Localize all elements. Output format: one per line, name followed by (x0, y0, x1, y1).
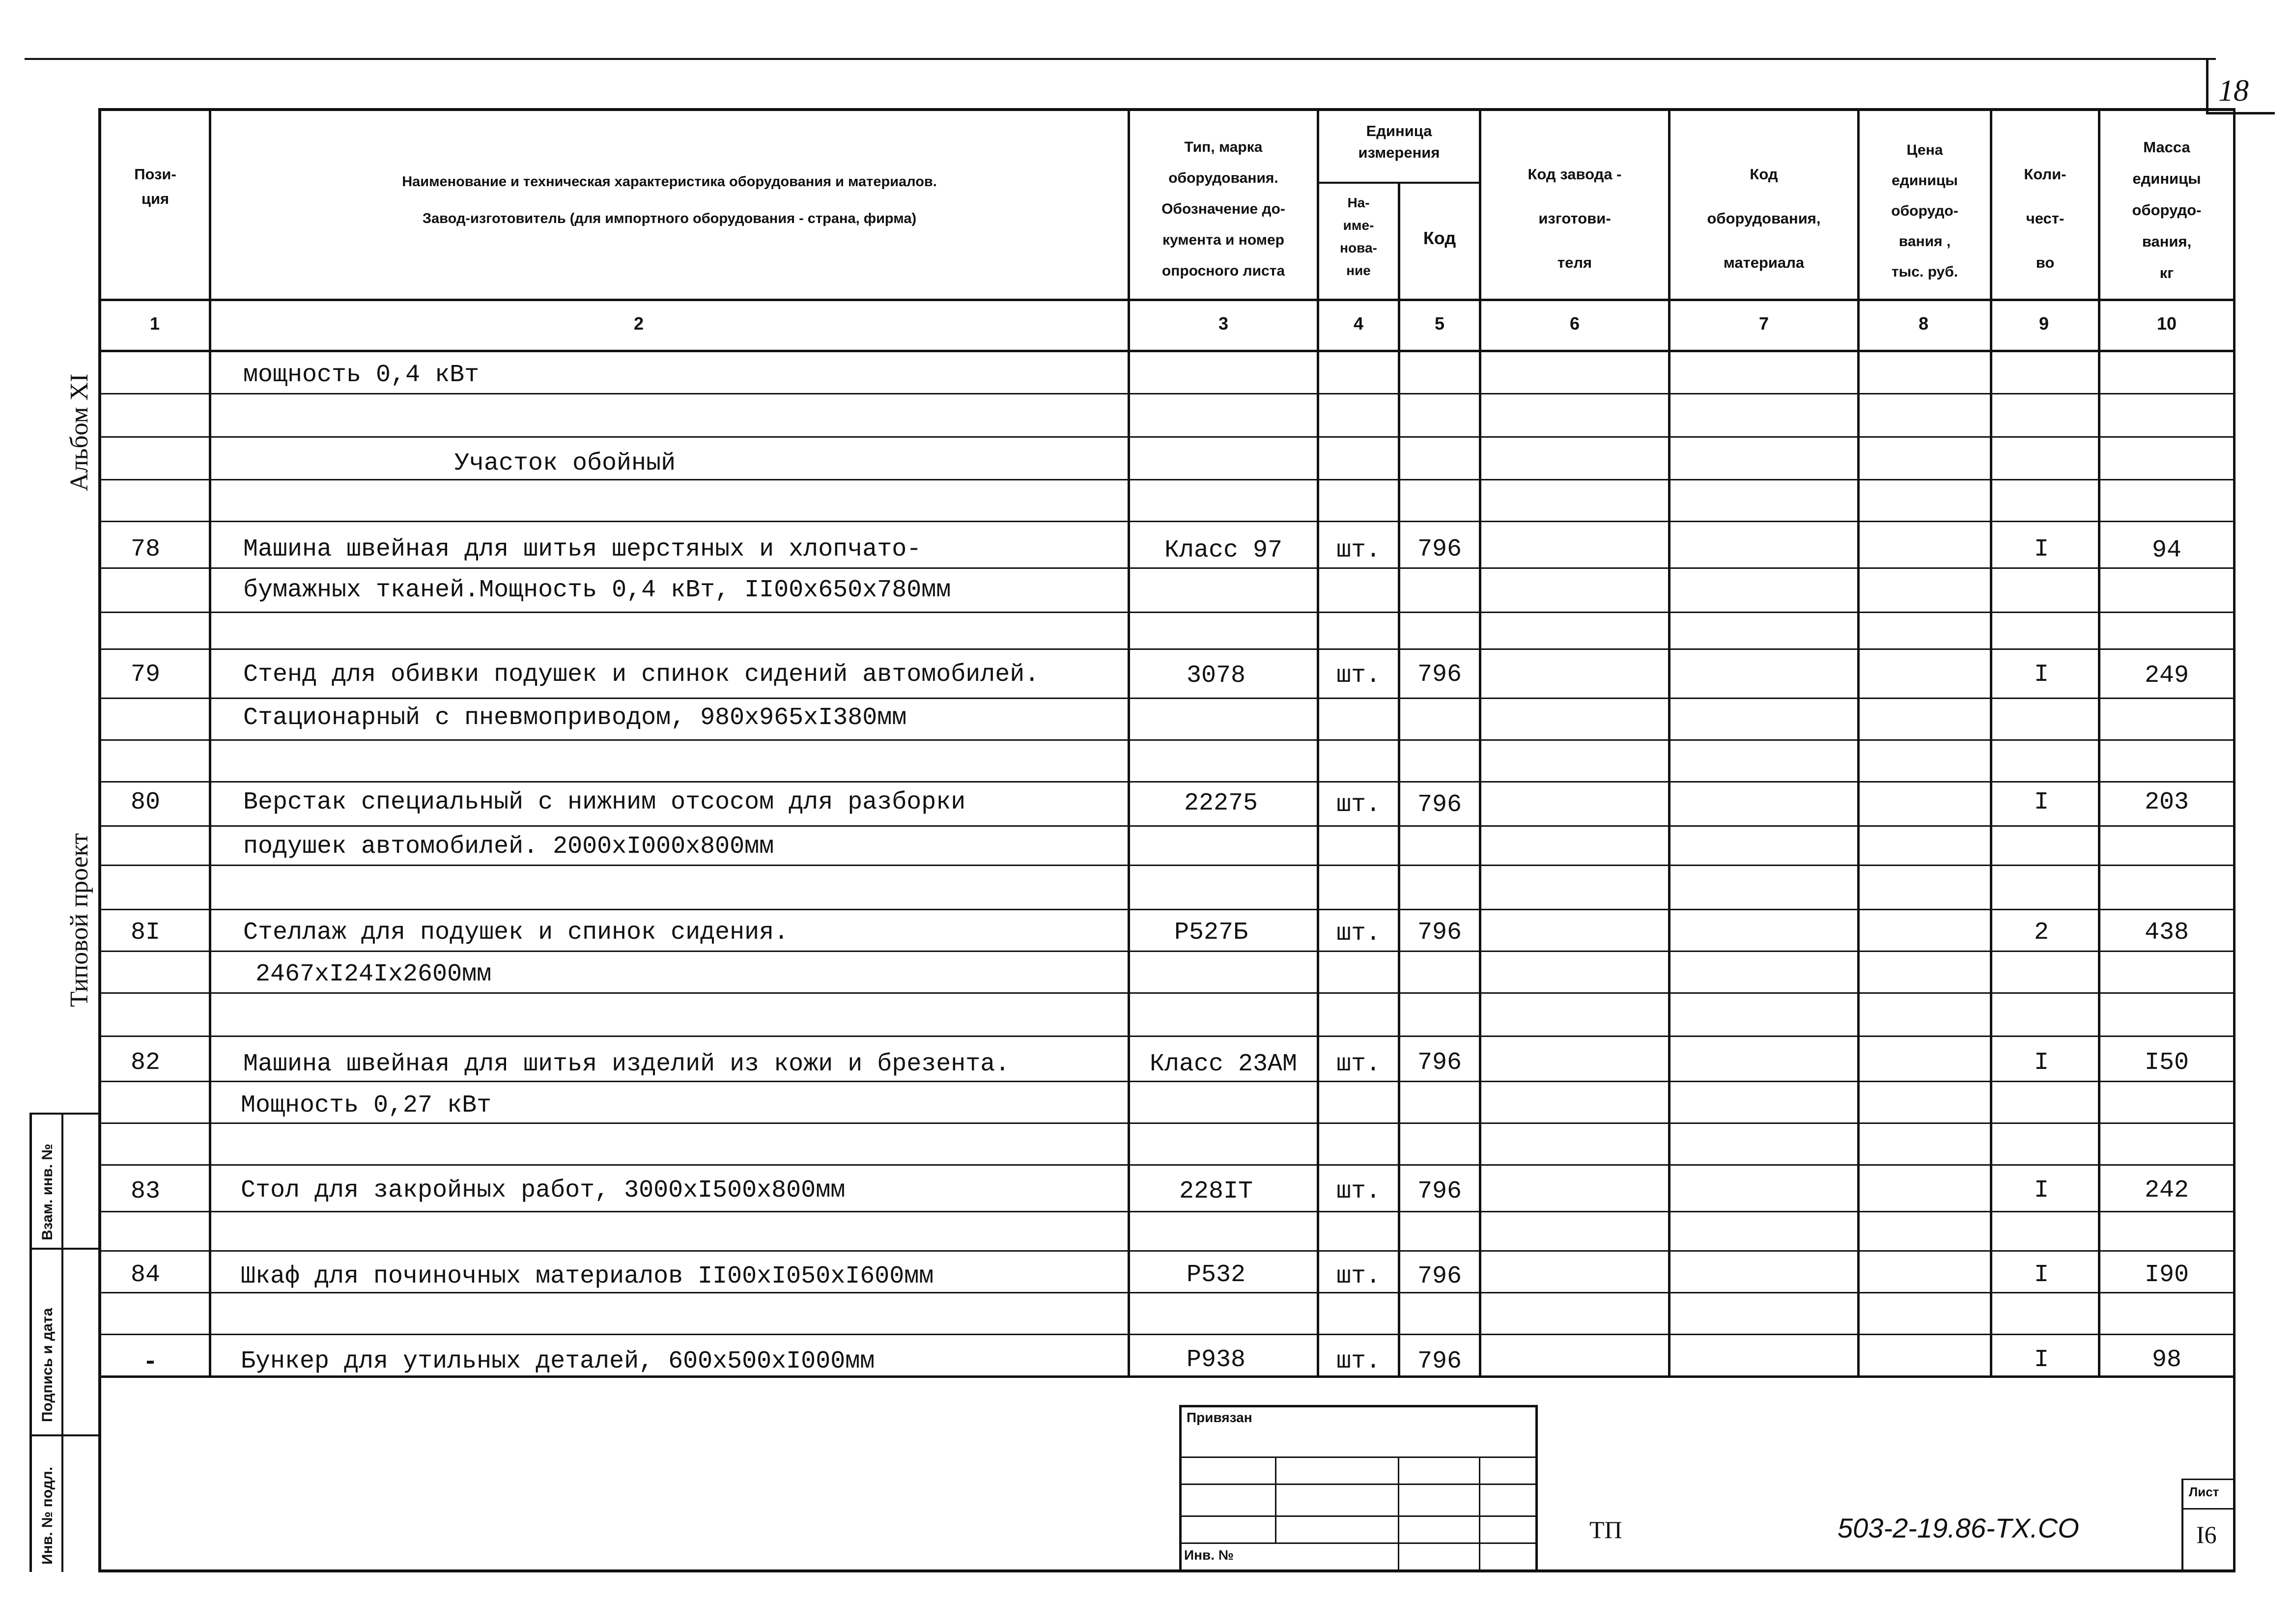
inv-number-label: Инв. № (1184, 1547, 1234, 1563)
row-mass: 94 (2151, 536, 2181, 564)
header-quantity: Коли- чест- во (2024, 166, 2066, 271)
row-type: Р532 (1186, 1261, 1246, 1289)
row-name: Шкаф для починочных материалов II00xI050xI600мм (241, 1262, 934, 1290)
sheet-label: Лист (2189, 1484, 2219, 1499)
row-name: Бункер для утильных деталей, 600x500xI000мм (241, 1347, 875, 1375)
row-mass: 249 (2144, 662, 2189, 690)
col-number: 5 (1434, 313, 1445, 334)
row-position: 83 (130, 1177, 160, 1205)
row-mass: 438 (2144, 919, 2189, 947)
row-unit: шт. (1336, 791, 1381, 819)
row-name: 2467xI24Ix2600мм (255, 960, 492, 988)
row-position: 79 (130, 661, 160, 689)
row-name: подушек автомобилей. 2000xI000x800мм (243, 833, 774, 861)
header-name: Наименование и техническая характеристика оборудования и материалов. Завод-изготовитель (для импортного оборудования - страна, фирма) (402, 174, 937, 226)
side-label-project: Типовой проект (65, 833, 93, 1007)
header-unit-name: На- име- нова- ние (1340, 195, 1377, 278)
row-type: 3078 (1186, 662, 1246, 690)
row-name: Стационарный с пневмоприводом, 980x965xI380мм (243, 704, 907, 732)
row-code: 796 (1417, 919, 1462, 947)
document-code: 503-2-19.86-TX.CO (1838, 1512, 2079, 1543)
row-code: 796 (1417, 535, 1462, 563)
row-name: Стол для закройных работ, 3000xI500x800мм (241, 1176, 846, 1204)
row-name: Машина швейная для шитья изделий из кожи и брезента. (243, 1050, 1010, 1078)
row-mass: I50 (2144, 1049, 2189, 1077)
col-number: 2 (633, 313, 644, 334)
row-type: Класс 97 (1164, 536, 1283, 564)
row-mass: 242 (2144, 1176, 2189, 1204)
row-name: Стеллаж для подушек и спинок сидения. (243, 919, 789, 947)
row-code: 796 (1417, 661, 1462, 689)
col-number: 3 (1218, 313, 1229, 334)
header-equipment-code: Код оборудования, материала (1707, 166, 1821, 271)
tp-label: ТП (1589, 1516, 1622, 1543)
row-unit: шт. (1336, 536, 1381, 564)
top-sheet-number: 18 (2218, 74, 2249, 108)
row-position: 84 (130, 1261, 160, 1289)
row-qty: I (2034, 1261, 2049, 1289)
col-number: 9 (2038, 313, 2049, 334)
section-title: Участок обойный (454, 449, 676, 477)
header-price: Цена единицы оборудо- вания , тыс. руб. (1891, 142, 1958, 280)
row-position: 82 (130, 1049, 160, 1077)
header-unit-code: Код (1423, 228, 1456, 248)
row-position: 8I (130, 919, 160, 947)
row-position: 80 (130, 788, 160, 816)
row-unit: шт. (1336, 1050, 1381, 1078)
row-unit: шт. (1336, 920, 1381, 948)
header-mass: Масса единицы оборудо- вания, кг (2132, 139, 2202, 281)
header-type: Тип, марка оборудования. Обозначение до- кумента и номер опросного листа (1161, 139, 1285, 279)
row-code: 796 (1417, 1049, 1462, 1077)
col-number: 4 (1353, 313, 1364, 334)
row-mass: I90 (2144, 1261, 2189, 1289)
header-unit-group: Единица измерения (1358, 122, 1440, 161)
row-qty: I (2034, 1176, 2049, 1204)
row-mass: 98 (2151, 1346, 2181, 1374)
row-name: Стенд для обивки подушек и спинок сидений автомобилей. (243, 661, 1040, 689)
row-qty: 2 (2034, 919, 2049, 947)
row-mass: 203 (2144, 788, 2189, 816)
row-unit: шт. (1336, 1262, 1381, 1290)
stamp-replace-inv: Взам. инв. № (39, 1144, 56, 1240)
attached-label: Привязан (1187, 1410, 1252, 1425)
row-unit: шт. (1336, 662, 1381, 690)
side-label-album: Альбом XI (65, 373, 93, 491)
row-position: - (142, 1348, 158, 1376)
row-name: мощность 0,4 кВт (243, 361, 480, 389)
col-number: 6 (1569, 313, 1580, 334)
row-code: 796 (1417, 791, 1462, 819)
row-qty: I (2034, 1049, 2049, 1077)
col-number: 10 (2156, 313, 2177, 334)
row-type: Р938 (1186, 1346, 1246, 1374)
col-number: 8 (1918, 313, 1929, 334)
row-name: бумажных тканей.Мощность 0,4 кВт, II00x650x780мм (243, 576, 951, 604)
row-qty: I (2034, 788, 2049, 816)
row-type: 22275 (1184, 789, 1258, 817)
row-name: Машина швейная для шитья шерстяных и хлопчато- (243, 535, 922, 563)
sheet-number: I6 (2196, 1521, 2217, 1548)
row-qty: I (2034, 661, 2049, 689)
row-type: Класс 23АМ (1149, 1050, 1298, 1078)
row-code: 796 (1417, 1347, 1462, 1375)
row-type: 228IT (1179, 1177, 1253, 1205)
row-code: 796 (1417, 1177, 1462, 1205)
row-qty: I (2034, 535, 2049, 563)
row-qty: I (2034, 1346, 2049, 1374)
row-name: Мощность 0,27 кВт (241, 1092, 492, 1120)
row-unit: шт. (1336, 1347, 1381, 1375)
header-position: Пози- ция (134, 166, 176, 207)
row-position: 78 (130, 535, 160, 563)
row-type: Р527Б (1174, 919, 1248, 947)
row-code: 796 (1417, 1262, 1462, 1290)
stamp-inv-original: Инв. № подл. (39, 1466, 56, 1565)
col-number: 1 (149, 313, 160, 334)
row-unit: шт. (1336, 1177, 1381, 1205)
row-name: Верстак специальный с нижним отсосом для разборки (243, 788, 966, 816)
header-plant-code: Код завода - изготови- теля (1528, 166, 1622, 271)
col-number: 7 (1758, 313, 1769, 334)
stamp-sign-date: Подпись и дата (39, 1308, 56, 1422)
